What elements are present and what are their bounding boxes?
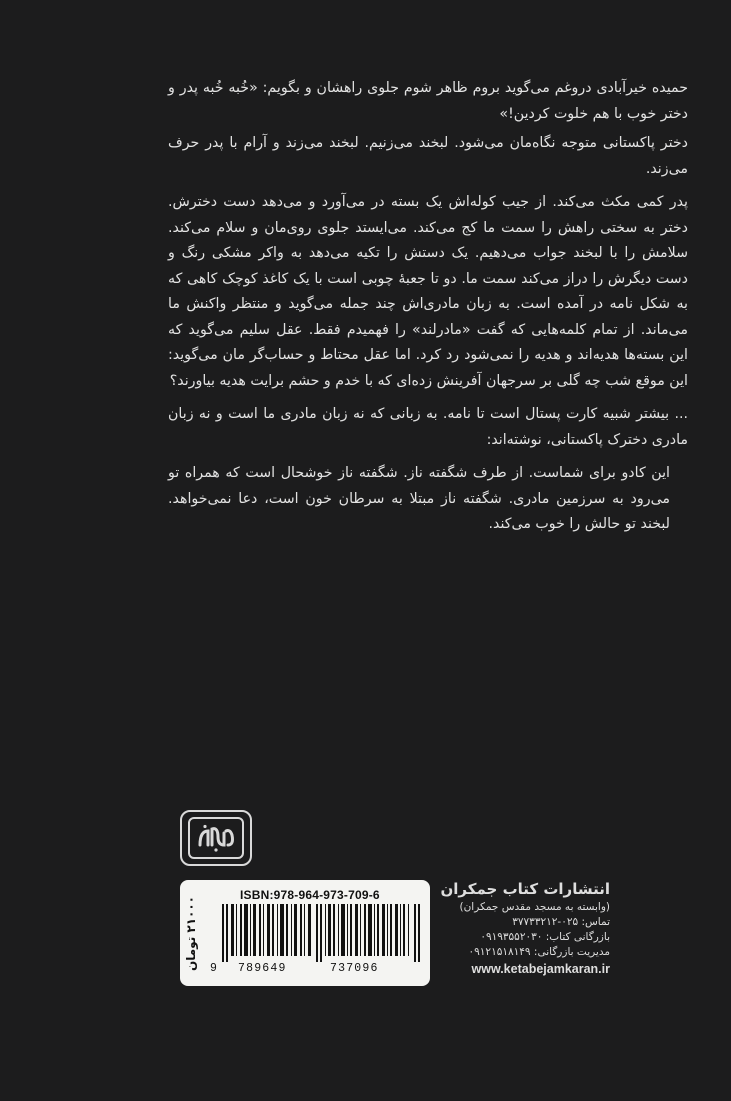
- logo-emblem: [188, 817, 244, 859]
- paragraph-1: حمیده خیرآبادی دروغم می‌گوید بروم ظاهر شوم جلوی راهشان و بگویم: «خُبه خُبه پدر و دختر خوب با هم خلوت کردین!»: [168, 80, 688, 122]
- logo-calligraphy-icon: [194, 823, 238, 853]
- back-cover-text: [168, 76, 688, 546]
- barcode-digits-right: 737096: [330, 962, 379, 975]
- barcode-digit-lead: 9: [210, 962, 219, 975]
- price-label: ۲۱۰۰۰ تومان: [184, 895, 198, 971]
- barcode-sticker: [180, 880, 430, 986]
- isbn-label: ISBN:978-964-973-709-6: [240, 888, 380, 902]
- paragraph-2: دختر پاکستانی متوجه نگاه‌مان می‌شود. لبخند می‌زنیم. لبخند می‌زند و آرام با پدر حرف می‌زند.: [168, 135, 688, 177]
- publisher-affiliation: (وابسته به مسجد مقدس جمکران): [459, 901, 610, 913]
- paragraph-3: پدر کمی مکث می‌کند. از جیب کوله‌اش یک بسته در می‌آورد و می‌دهد دست دخترش. دختر به سختی راهش را سمت ما کج می‌کند. می‌ایستد جلوی روی‌مان و سلام می‌کند. سلامش را با لبخند جواب می‌دهیم. یک دستش را تکیه می‌دهد به واکر مشکی رنگ و دست دیگرش را دراز می‌کند سمت ما. دو تا جعبهٔ چوبی است با یک کاغذ کوچک کاهی که به شکل نامه در آمده است. به زبان مادری‌اش چند جمله می‌گوید و منتظر واکنش ما می‌ماند. از تمام کلمه‌هایی که گفت «مادرلند» را فهمیدم فقط. عقل سلیم می‌گوید که این بسته‌ها هدیه‌اند و هدیه را نمی‌شود رد کرد. اما عقل محتاط و حساب‌گر مان می‌گوید: این موقع شب چه گلی بر سرجهان آفرینش زده‌ای که با خدم و حشم برایت هدیه بیاورند؟: [168, 194, 688, 389]
- barcode-bars: [222, 904, 422, 962]
- publisher-name: انتشارات کتاب جمکران: [440, 880, 610, 898]
- publisher-manager: مدیریت بازرگانی: ۰۹۱۲۱۵۱۸۱۴۹: [468, 946, 610, 958]
- publisher-phone: تماس: ۰۲۵-۳۷۷۳۳۲۱۲: [512, 916, 610, 928]
- paragraph-5: این کادو برای شماست. از طرف شگفته ناز. شگفته ناز خوشحال است که همراه تو می‌رود به سرزمین مادری. شگفته ناز مبتلا به سرطان خون است، دعا نمی‌خواهد. لبخند تو حالش را خوب می‌کند.: [168, 465, 670, 532]
- publisher-sales: بازرگانی کتاب: ۰۹۱۹۳۵۵۲۰۳۰: [480, 931, 610, 943]
- publisher-website: www.ketabejamkaran.ir: [471, 962, 610, 976]
- barcode-digits-left: 789649: [238, 962, 287, 975]
- publisher-info: [440, 880, 610, 989]
- paragraph-4: ... بیشتر شبیه کارت پستال است تا نامه. به زبانی که نه زبان مادری ما است و نه زبان مادری دخترک پاکستانی، نوشته‌اند:: [168, 406, 688, 448]
- publisher-logo: [180, 810, 252, 866]
